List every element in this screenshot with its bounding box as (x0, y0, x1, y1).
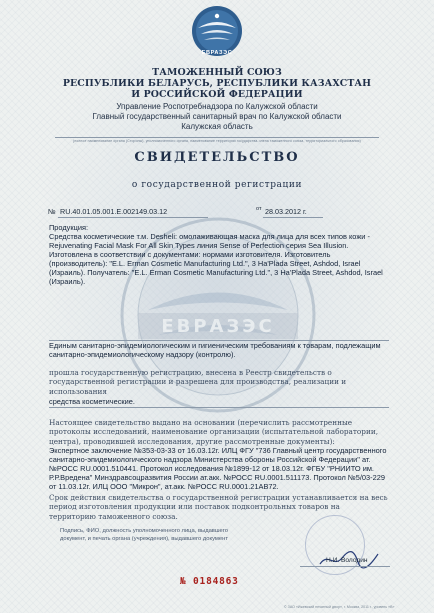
header-line-2: РЕСПУБЛИКИ БЕЛАРУСЬ, РЕСПУБЛИКИ КАЗАХСТАН (62, 78, 372, 89)
signature-rule (300, 566, 390, 567)
validity-statement: Срок действия свидетельства о государственной регистрации устанавливается на весь период изготовления продукции или поставок подконтрольных товаров на территорию таможенного союза. (49, 493, 388, 521)
emblem-label: ЕВРАЗЭС (201, 50, 233, 56)
product-description: Средства косметические т.м. Desheli: омолаживающая маска для лица для всех типов кожи - Rejuvenating Facial Mask For All Skin Types линия Sense of Perfection серия Sea Illusion. Изготовлена в соответствии с документами: нормами изготовителя. Изготовитель (производитель): "E.L. Erman Cosmetic Manufacturing Ltd.", 3 Ha'Plada Street, Ashdod, Israel (Израиль). Получатель: "E.L. Erman Cosmetic Manufacturing Ltd.", 3 Ha'Plada Street, Ashdod, Israel (Израиль). (49, 232, 383, 286)
form-serial-number: № 0184863 (180, 576, 239, 587)
registration-date: 28.03.2012 г. (265, 207, 307, 216)
printer-footnote: © ЗАО «Ижевский печатный двор», г. Москва, 2011 г., уровень «В» (284, 605, 395, 609)
issuing-authority: Управление Роспотребнадзора по Калужской области (116, 102, 318, 111)
registry-statement: прошла государственную регистрацию, внесена в Реестр свидетельств о государственной регистрации и разрешена для производства, реализации и использования (49, 368, 347, 396)
issuing-officer: Главный государственный санитарный врач по Калужской области (92, 112, 342, 121)
signature-caption: Подпись, ФИО, должность уполномоченного лица, выдавшего документ, и печать органа (учреждения), выдавшего документ (60, 528, 228, 542)
svg-text:ЕВРАЗЭС: ЕВРАЗЭС (161, 316, 275, 337)
header-line-3: И РОССИЙСКОЙ ФЕДЕРАЦИИ (131, 89, 303, 100)
registration-number-prefix: № (48, 207, 56, 216)
compliance-text: Единым санитарно-эпидемиологическим и гигиеническим требованиям к товарам, подлежащим санитарно-эпидемиологическому надзору (контролю). (49, 341, 381, 359)
authority-caption: (полное наименование органа (Стороны), уполномоченного органа, наименование территории государства-члена таможенного союза, территориального образования) (73, 139, 361, 143)
number-rule (58, 217, 208, 218)
product-purpose: средства косметические. (49, 397, 135, 406)
issuing-region: Калужская область (181, 122, 253, 131)
document-subtitle: о государственной регистрации (131, 180, 303, 190)
registration-number: RU.40.01.05.001.Е.002149.03.12 (60, 207, 168, 216)
basis-statement: Настоящее свидетельство выдано на основании (перечислить рассмотренные протоколы исследований, наименование организации (испытательной лаборатории, центра), проводившей исследования, другие рассмотренные документы): (49, 418, 379, 446)
authority-rule (55, 137, 379, 138)
document-title: СВИДЕТЕЛЬСТВО (134, 150, 300, 165)
product-label: Продукция: (49, 223, 89, 232)
basis-documents: Экспертное заключение №353-03-33 от 16.03.12г. ИЛЦ ФГУ "736 Главный центр государственного санитарно-эпидемиологического надзора Министерства обороны Российской Федерации" ат. №РОСС RU.0001.510441. Протокол исследования №1899-12 от 18.03.12г. ФГБУ "РНИИТО им. Р.Р.Вредена" Минздравсоцразвития России ат.акк. №РОСС RU.0001.511173. Протокол №5/03-229 от 11.03.12г. ИЛЦ ООО "Микрон", ат.акк. №РОСС RU.0001.21АВ72. (49, 446, 387, 491)
header-line-1: ТАМОЖЕННЫЙ СОЮЗ (152, 67, 282, 78)
purpose-rule (49, 407, 389, 408)
signatory-name: Н.И. Володин (326, 557, 368, 564)
date-rule (263, 217, 323, 218)
date-prefix: от (256, 206, 262, 212)
